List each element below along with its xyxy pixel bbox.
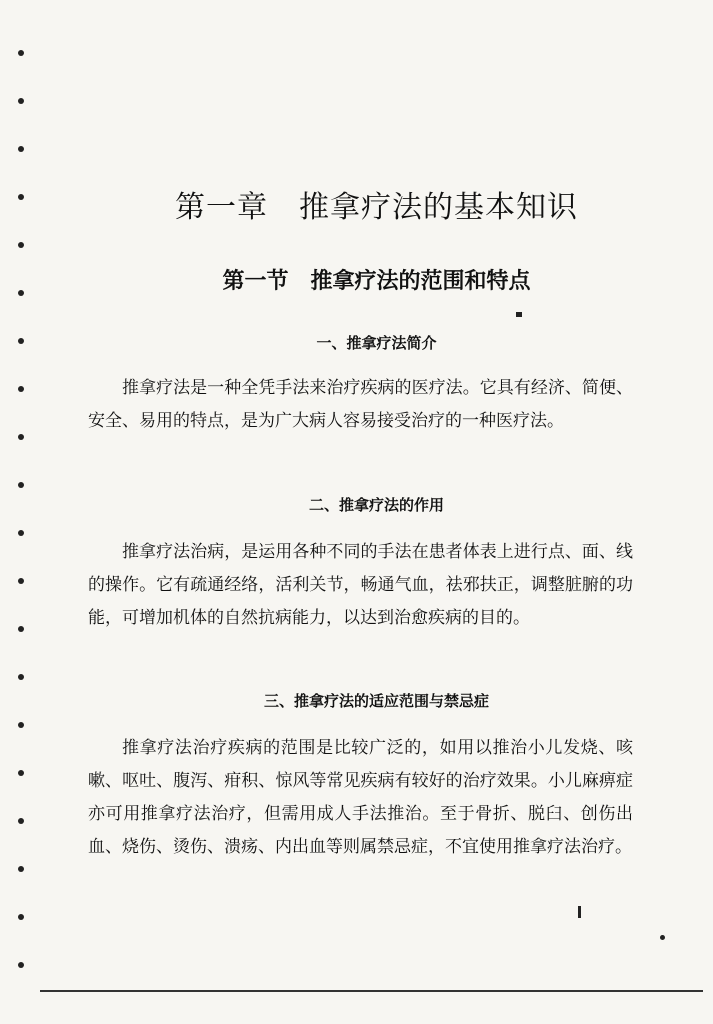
- binding-hole: [18, 962, 24, 968]
- binding-hole: [18, 146, 24, 152]
- subsection-paragraph: 推拿疗法治病，是运用各种不同的手法在患者体表上进行点、面、线的操作。它有疏通经络，活利关节，畅通气血，祛邪扶正，调整脏腑的功能，可增加机体的自然抗病能力，以达到治愈疾病的目的。: [88, 542, 633, 628]
- binding-hole: [18, 98, 24, 104]
- binding-hole: [18, 914, 24, 920]
- binding-hole: [18, 482, 24, 488]
- subsection-heading: 一、推拿疗法简介: [316, 334, 437, 352]
- binding-hole: [18, 386, 24, 392]
- scan-speck: [660, 935, 665, 940]
- binding-hole: [18, 674, 24, 680]
- subsection-heading: 二、推拿疗法的作用: [308, 496, 444, 514]
- binding-hole: [18, 722, 24, 728]
- binding-hole: [18, 578, 24, 584]
- page-bottom-rule: [40, 990, 703, 992]
- binding-hole: [18, 50, 24, 56]
- binding-hole: [18, 434, 24, 440]
- binding-hole: [18, 866, 24, 872]
- scan-speck: [516, 312, 522, 317]
- section-title: 第一节 推拿疗法的范围和特点: [222, 269, 531, 294]
- binding-hole: [18, 242, 24, 248]
- binding-hole: [18, 626, 24, 632]
- subsection-heading: 三、推拿疗法的适应范围与禁忌症: [263, 692, 489, 710]
- binding-hole: [18, 770, 24, 776]
- subsection-paragraph: 推拿疗法是一种全凭手法来治疗疾病的医疗法。它具有经济、简便、安全、易用的特点，是为广大病人容易接受治疗的一种医疗法。: [88, 378, 633, 431]
- chapter-title: 第一章 推拿疗法的基本知识: [175, 190, 578, 225]
- subsection-paragraph: 推拿疗法治疗疾病的范围是比较广泛的，如用以推治小儿发烧、咳嗽、呕吐、腹泻、疳积、惊风等常见疾病有较好的治疗效果。小儿麻痹症亦可用推拿疗法治疗，但需用成人手法推治。至于骨折、脱臼、创伤出血、烧伤、烫伤、溃疡、内出血等则属禁忌症，不宜使用推拿疗法治疗。: [88, 738, 633, 857]
- binding-hole: [18, 818, 24, 824]
- scan-speck: [578, 906, 581, 918]
- binding-hole: [18, 530, 24, 536]
